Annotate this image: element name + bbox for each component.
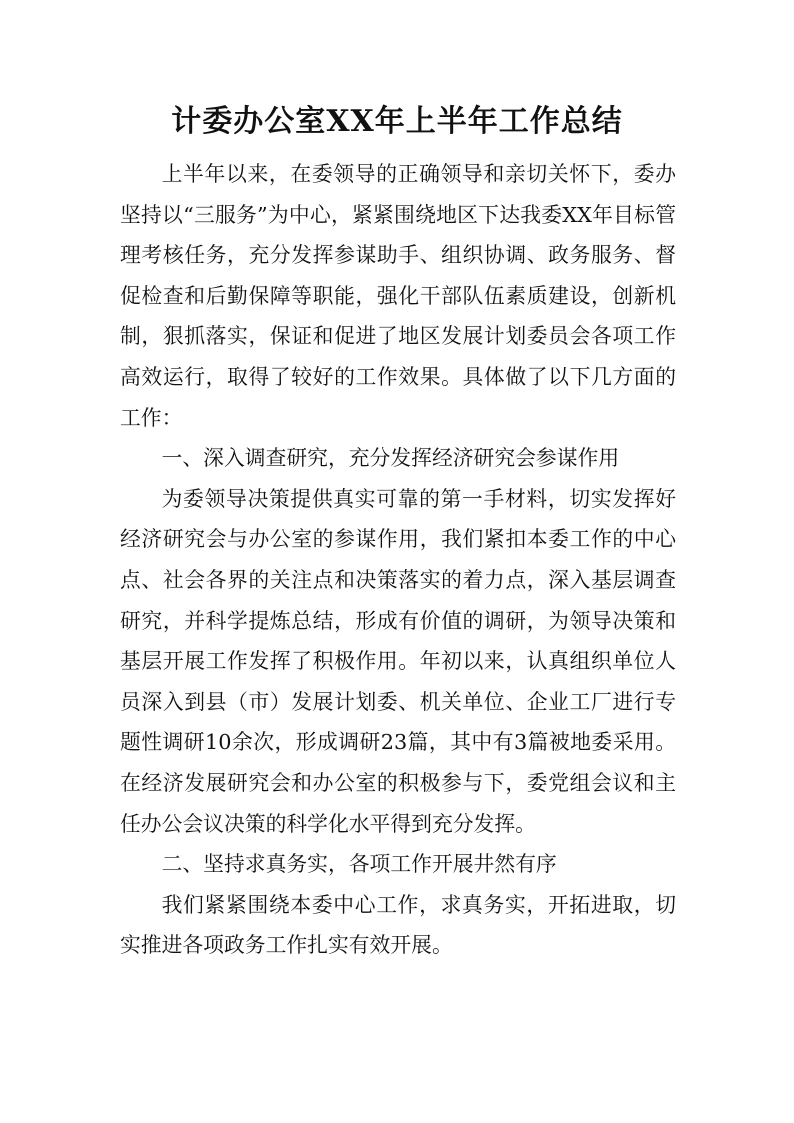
section-1-paragraph: 为委领导决策提供真实可靠的第一手材料，切实发挥好经济研究会与办公室的参谋作用，我们紧扣本委工作的中心点、社会各界的关注点和决策落实的着力点，深入基层调查研究，并科学提炼总结，形成有价值的调研，为领导决策和基层开展工作发挥了积极作用。年初以来，认真组织单位人员深入到县（市）发展计划委、机关单位、企业工厂进行专题性调研10余次，形成调研23篇，其中有3篇被地委采用。在经济发展研究会和办公室的积极参与下，委党组会议和主任办公会议决策的科学化水平得到充分发挥。 — [120, 486, 676, 836]
section-2-paragraph: 我们紧紧围绕本委中心工作，求真务实，开拓进取，切实推进各项政务工作扎实有效开展。 — [120, 892, 676, 958]
document-title: 计委办公室XX年上半年工作总结 — [171, 104, 623, 139]
document-body — [120, 154, 676, 966]
section-heading-1: 一、深入调查研究，充分发挥经济研究会参谋作用 — [161, 446, 620, 471]
section-heading-2: 二、坚持求真务实，各项工作开展井然有序 — [161, 852, 557, 877]
intro-paragraph: 上半年以来，在委领导的正确领导和亲切关怀下，委办坚持以“三服务”为中心，紧紧围绕地区下达我委XX年目标管理考核任务，充分发挥参谋助手、组织协调、政务服务、督促检查和后勤保障等职能，强化干部队伍素质建设，创新机制，狠抓落实，保证和促进了地区发展计划委员会各项工作高效运行，取得了较好的工作效果。具体做了以下几方面的工作： — [120, 162, 676, 430]
